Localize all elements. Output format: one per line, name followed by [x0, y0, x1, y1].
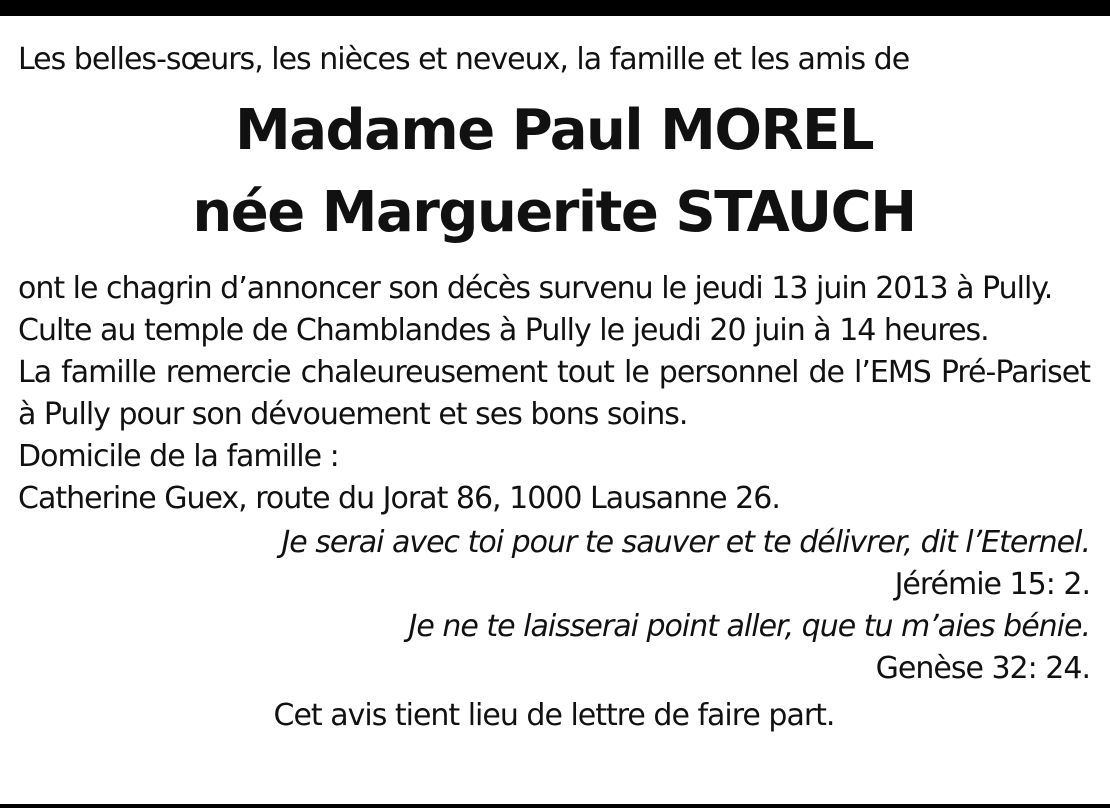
service-text: Culte au temple de Chamblandes à Pully le jeudi 20 juin à 14 heures. — [18, 313, 989, 348]
scripture-quote-1: Je serai avec toi pour te sauver et te délivrer, dit l’Eternel. — [281, 525, 1090, 560]
bottom-border-rule — [0, 804, 1110, 808]
domicile-address: Catherine Guex, route du Jorat 86, 1000 Lausanne 26. — [18, 481, 780, 516]
scripture-quote-2: Je ne te laisserai point aller, que tu m’aies bénie. — [408, 609, 1090, 644]
obituary-notice — [18, 40, 1090, 738]
deceased-maiden-name: née Marguerite STAUCH — [192, 180, 916, 245]
notice-body — [18, 268, 1090, 520]
thanks-text: La famille remercie chaleureusement tout le personnel de l’EMS Pré-Pariset à Pully pour son dévouement et ses bons soins. — [18, 355, 1090, 432]
scripture-reference-2: Genèse 32: 24. — [875, 651, 1090, 686]
deceased-married-name: Madame Paul MOREL — [235, 98, 873, 163]
scripture-quotes — [18, 522, 1090, 690]
deceased-name-block — [18, 90, 1090, 254]
announcement-text: ont le chagrin d’annoncer son décès survenu le jeudi 13 juin 2013 à Pully. — [18, 271, 1053, 306]
intro-text: Les belles-sœurs, les nièces et neveux, la famille et les amis de — [18, 42, 910, 77]
domicile-label: Domicile de la famille : — [18, 439, 339, 474]
top-border-rule — [0, 0, 1110, 16]
scripture-reference-1: Jérémie 15: 2. — [894, 567, 1090, 602]
closing-text: Cet avis tient lieu de lettre de faire part. — [273, 698, 835, 733]
